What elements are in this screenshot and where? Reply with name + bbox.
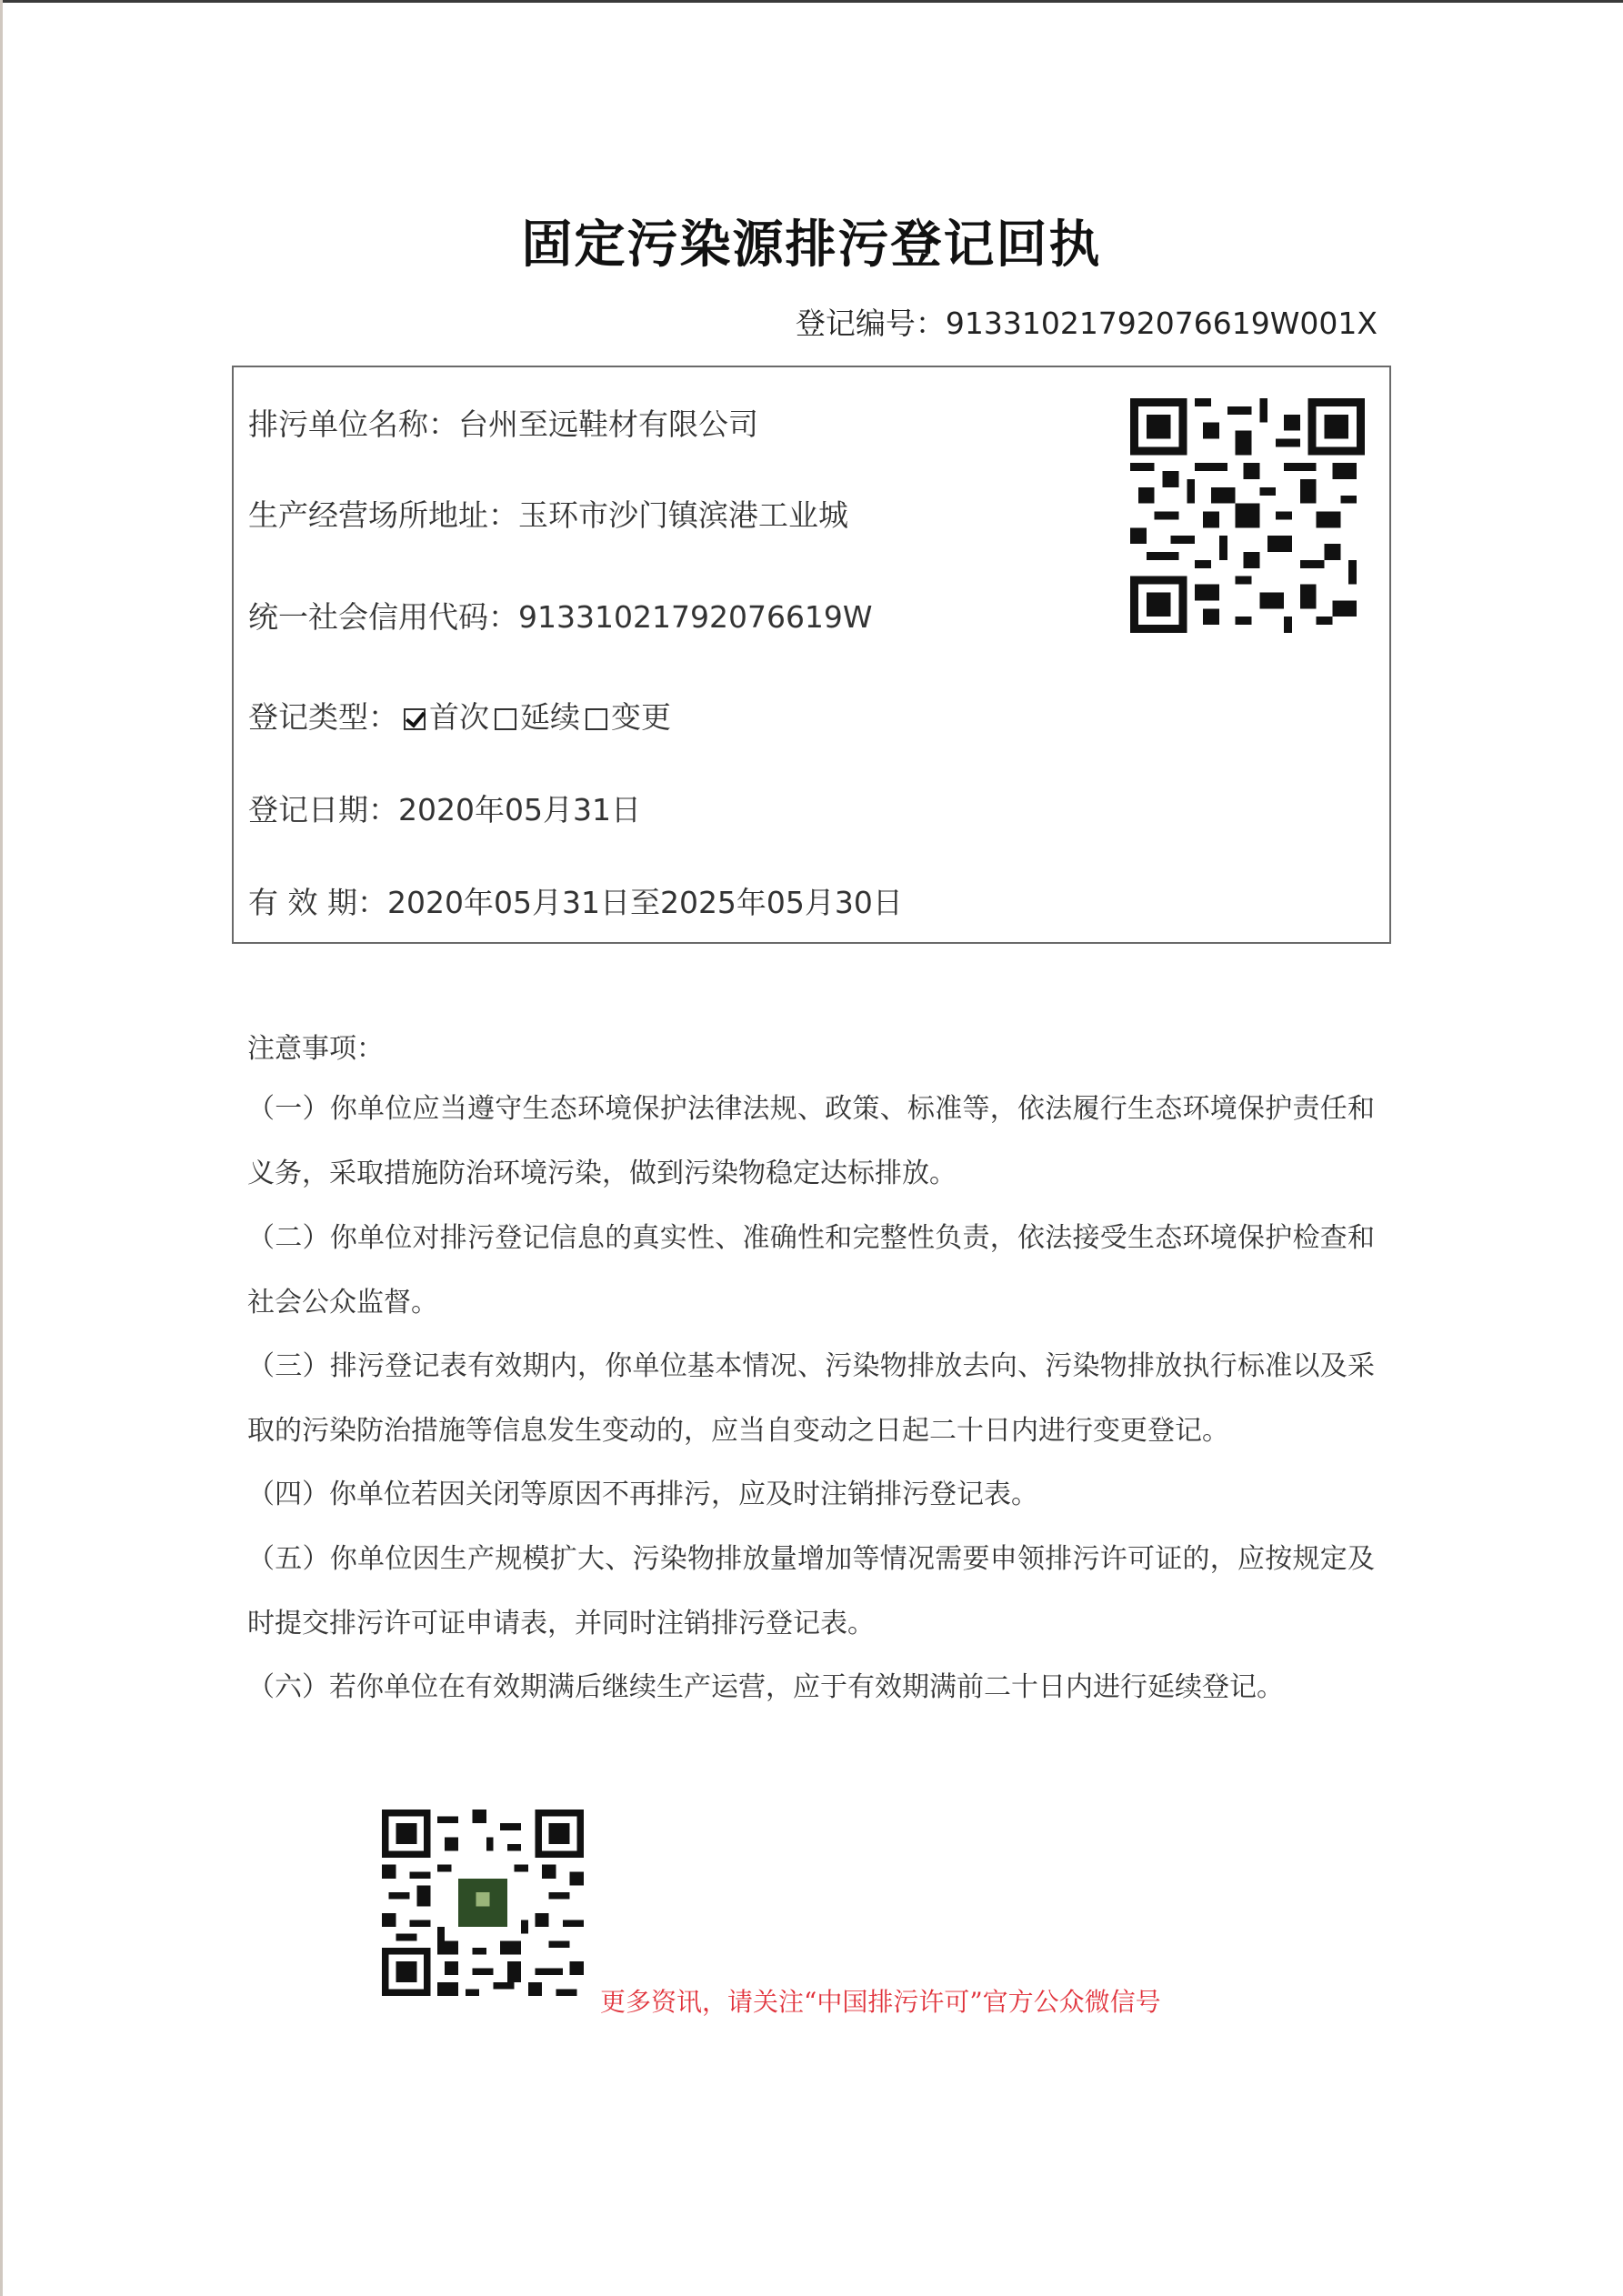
address-value: 玉环市沙门镇滨港工业城 [518, 497, 848, 533]
type-option-renewal: 延续 [520, 699, 580, 735]
registration-number: 登记编号：91331021792076619W001X [795, 306, 1378, 341]
note-item-5: （五）你单位因生产规模扩大、污染物排放量增加等情况需要申领排污许可证的，应按规定及时提交排污许可证申请表，并同时注销排污登记表。 [247, 1543, 1375, 1639]
type-option-change: 变更 [611, 699, 671, 735]
note-item-3: （三）排污登记表有效期内，你单位基本情况、污染物排放去向、污染物排放执行标准以及采取的污染防治措施等信息发生变动的，应当自变动之日起二十日内进行变更登记。 [247, 1350, 1375, 1447]
credit-code-label: 统一社会信用代码： [248, 599, 518, 635]
validity-value: 2020年05月31日至2025年05月30日 [386, 885, 903, 920]
registration-date-label: 登记日期： [248, 792, 398, 827]
credit-code-value: 91331021792076619W [518, 599, 873, 635]
validity-row [248, 879, 903, 922]
registration-type-row [248, 694, 671, 737]
footer-wechat-notice: 更多资讯，请关注“中国排污许可”官方公众微信号 [600, 1987, 1161, 2017]
type-option-first: 首次 [429, 699, 489, 735]
page-edge-left [0, 0, 3, 2296]
note-item-1: （一）你单位应当遵守生态环境保护法律法规、政策、标准等，依法履行生态环境保护责任和义务，采取措施防治环境污染，做到污染物稳定达标排放。 [247, 1093, 1375, 1189]
unit-name-row [248, 401, 758, 444]
wechat-qr-code-icon [382, 1810, 584, 1996]
credit-code-row [248, 594, 873, 637]
notes-heading: 注意事项： [247, 1033, 384, 1065]
qr-code-icon [1130, 398, 1365, 633]
unit-name-value: 台州至远鞋材有限公司 [458, 406, 758, 442]
registration-date-row [248, 787, 641, 829]
address-label: 生产经营场所地址： [248, 497, 518, 533]
checkbox-renewal-icon [495, 708, 516, 730]
address-row [248, 492, 848, 535]
checkbox-first-icon [404, 708, 426, 730]
document-title: 固定污染源排污登记回执 [521, 215, 1102, 275]
registration-date-value: 2020年05月31日 [398, 792, 641, 827]
note-item-2: （二）你单位对排污登记信息的真实性、准确性和完整性负责，依法接受生态环境保护检查和社会公众监督。 [247, 1222, 1375, 1318]
note-item-4: （四）你单位若因关闭等原因不再排污，应及时注销排污登记表。 [247, 1479, 1038, 1510]
registration-type-label: 登记类型： [248, 699, 398, 735]
checkbox-change-icon [586, 708, 607, 730]
page-edge-top [0, 0, 1623, 3]
unit-name-label: 排污单位名称： [248, 406, 458, 442]
validity-label: 有 效 期： [248, 885, 387, 920]
note-item-6: （六）若你单位在有效期满后继续生产运营，应于有效期满前二十日内进行延续登记。 [247, 1671, 1284, 1703]
